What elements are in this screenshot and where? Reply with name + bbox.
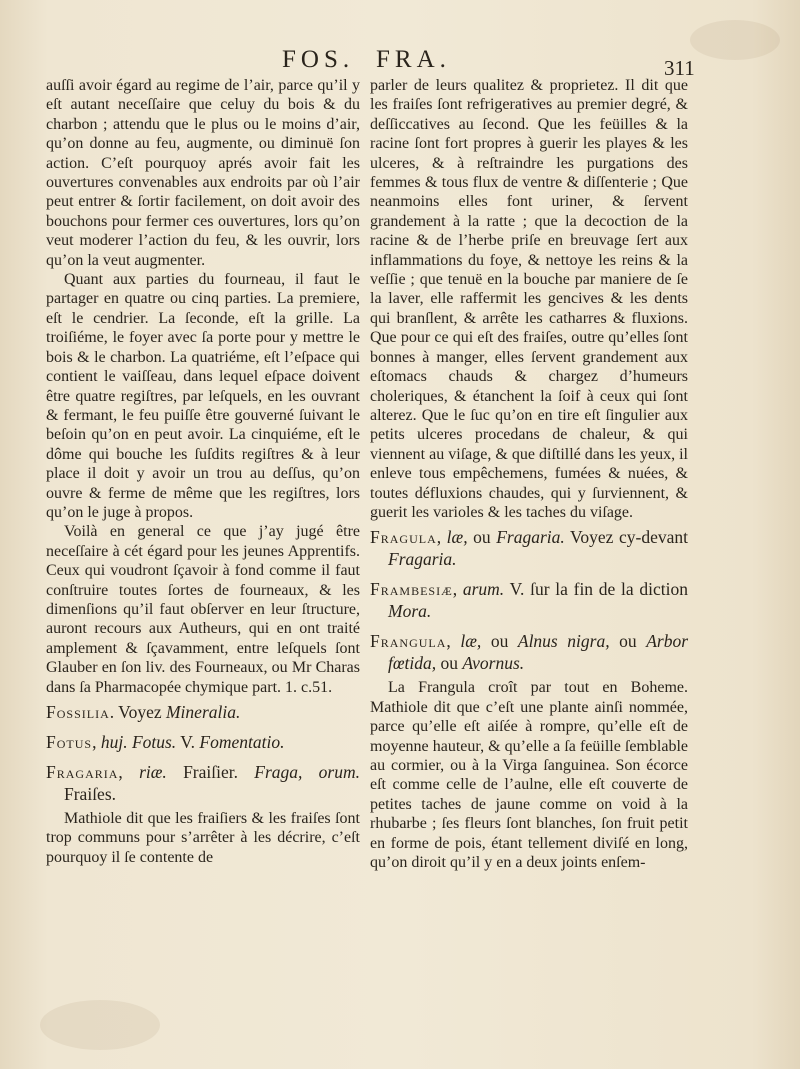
header-left-word: FOS. — [282, 46, 355, 73]
entry-text: , — [446, 631, 461, 652]
entry-headword: Frambesiæ — [370, 579, 453, 600]
paragraph: La Frangula croît par tout en Boheme. Mathiole dit que c’eſt une plante ainſi nommée, parce qu’elle eſt aiſée à rompre, qu’elle eſt de moyenne hauteur, & qu’elle a ſa feüille ſemblable au cormier, ou à la Virga ſanguinea. Son écorce eſt comme celle de l’aulne, elle eſt couverte de petites taches de jaune comme on void à la rhubarbe ; ſes fleurs ſont blanches, ſon fruit petit en forme de pois, étant tellement diviſé en long, qu’on diroit qu’il y en a deux joints enſem- — [370, 679, 688, 871]
dictionary-entry — [46, 731, 360, 753]
entry-text: , — [118, 762, 140, 782]
paragraph: Voilà en general ce que j’ay jugé être neceſſaire à cét égard pour les jeunes Apprentifs. Ceux qui voudront ſçavoir à fond comme il faut conſtruire toutes ſortes de fourneaux, & les dimenſions qu’il faut obſerver en leur ſtructure, auront recours aux Autheurs, qui en ont traité amplement & ſçavamment, entre leſquels ſont Glauber en ſon liv. des Fourneaux, ou Mr Charas dans ſa Pharmacopée chymique part. 1. c.51. — [46, 523, 360, 696]
entry-text: , — [436, 527, 447, 548]
entry-text: , — [92, 732, 101, 752]
entry-text: V. — [176, 732, 200, 752]
entry-latin-term: arum. — [462, 579, 505, 600]
dictionary-entry — [46, 761, 360, 805]
entry-latin-term: Avornus. — [462, 653, 525, 674]
entry-latin-term: Arbor fœtida, — [388, 631, 689, 674]
dictionary-entry — [46, 701, 360, 723]
entry-headword: Frangula — [370, 631, 447, 652]
page-number: 311 — [664, 56, 695, 80]
entry-latin-term: Fraga, orum. — [254, 762, 361, 782]
entry-latin-term: huj. Fotus. — [100, 732, 177, 752]
entry-text: Voyez cy-devant — [564, 527, 688, 548]
paper-stain — [40, 1000, 160, 1050]
entry-text: , — [452, 579, 463, 600]
entry-headword: Fragula — [370, 527, 437, 548]
paragraph: Mathiole dit que les fraiſiers & les fraiſes ſont trop communs pour s’arrêter à les décrire, c’eſt pourquoy il ſe contente de — [46, 810, 360, 866]
entry-latin-term: Fragaria. — [496, 527, 565, 548]
paragraph: parler de leurs qualitez & proprietez. Il dit que les fraiſes ſont refrigeratives au premier degré, & deſſiccatives au ſecond. Que les feüilles & la racine ſont fort propres à guerir les playes & les ulceres, & à reſtraindre les purgations des femmes & tous flux de ventre & diſſenterie ; Que neanmoins elles font uriner, & ſervent grandement à la ratte ; que la decoction de la racine & de l’herbe priſe en breuvage ſert aux inflammations du foye, & nettoye les reins & la veſſie ; que tenuë en la bouche par maniere de ſe la laver, elle raffermit les gencives & les dents qui branſlent, & arrête les catharres & fluxions. Que pour ce qui eſt des fraiſes, outre qu’elles ſont bonnes à manger, elles ſervent grandement aux eſtomacs chauds & chargez d’humeurs choleriques, & étanchent la ſoif à ceux qui ſont alterez. Que le ſuc qu’on en tire eſt ſingulier aux petits ulceres procedans de chaleur, & qui viennent au viſage, & que diſtillé dans les yeux, il enleve tous empêchemens, fumées & nuées, & toutes défluxions chaudes, qui y ſurviennent, & guerit les varioles & les taches du viſage. — [370, 77, 688, 521]
dictionary-entry — [370, 630, 688, 674]
entry-headword: Fossilia — [46, 702, 110, 722]
entry-text: ou — [436, 653, 463, 674]
entry-latin-term: Alnus nigra, — [517, 631, 610, 652]
entry-text: V. ſur la fin de la diction — [504, 579, 689, 600]
entry-latin-term: Mineralia. — [165, 702, 241, 722]
entry-latin-term: Mora. — [388, 601, 432, 622]
entry-text: . Voyez — [109, 702, 166, 722]
dictionary-entry — [370, 526, 688, 570]
entry-latin-term: riæ. — [139, 762, 167, 782]
right-column — [370, 76, 688, 872]
entry-text: Fraiſes. — [64, 784, 117, 804]
paragraph: auſſi avoir égard au regime de l’air, parce qu’il y eſt autant neceſſaire que celuy du bois & du charbon ; attendu que le plus ou le moins d’air, qu’on donne au feu, augmente, ou diminuë ſon action. C’eſt pourquoy aprés avoir fait les ouvertures convenables aux endroits par où l’air peut entrer & ſortir facilement, on doit avoir des bouchons pour fermer ces ouvertures, lors qu’on veut moderer l’action du feu, & les ouvrir, lors qu’on la veut augmenter. — [46, 77, 360, 269]
paragraph: Quant aux parties du fourneau, il faut le partager en quatre ou cinq parties. La premiere, eſt le cendrier. La ſeconde, eſt la grille. La troiſiéme, le foyer avec ſa porte pour y mettre le bois & le charbon. La quatriéme, eſt l’eſpace qui contient le vaiſſeau, dans lequel eſpace doivent être quatre regiſtres, par leſquels, en les ouvrant & fermant, le feu puiſſe être gouverné ſuivant le beſoin qu’on en peut avoir. La cinquiéme, eſt le dôme qui bouche les ſuſdits regiſtres & à leur place il doit y avoir un trou au deſſus, qu’on ouvre & ferme de même que les regiſtres, lors qu’on le juge à propos. — [46, 271, 360, 521]
entry-headword: Fotus — [46, 732, 93, 752]
entry-headword: Fragaria — [46, 762, 119, 782]
entry-latin-term: læ, — [446, 527, 468, 548]
header-right-word: FRA. — [376, 46, 451, 73]
entry-text: Fraiſier. — [166, 762, 255, 782]
entry-latin-term: Fomentatio. — [199, 732, 285, 752]
entry-text: ou — [467, 527, 497, 548]
entry-text: ou — [609, 631, 647, 652]
left-column — [46, 76, 360, 867]
entry-text: ou — [481, 631, 518, 652]
dictionary-entry — [370, 578, 688, 622]
entry-latin-term: Fragaria. — [388, 549, 457, 570]
entry-latin-term: læ, — [460, 631, 482, 652]
